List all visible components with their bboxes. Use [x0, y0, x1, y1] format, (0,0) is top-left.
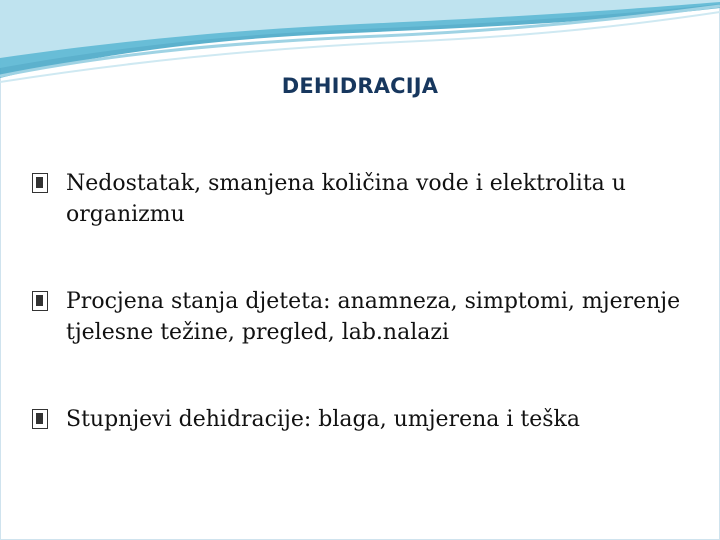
bullet-item — [32, 168, 692, 230]
bullet-text: Procjena stanja djeteta: anamneza, simptomi, mjerenje tjelesne težine, pregled, lab.nalazi — [66, 289, 681, 345]
bullet-list — [32, 168, 692, 435]
bullet-text: Stupnjevi dehidracije: blaga, umjerena i teška — [66, 407, 580, 432]
bullet-item — [32, 286, 692, 348]
bullet-item — [32, 404, 692, 435]
slide-title: DEHIDRACIJA — [281, 74, 439, 98]
missing-glyph-bullet-icon — [32, 409, 48, 429]
bullet-text: Nedostatak, smanjena količina vode i elektrolita u organizmu — [66, 171, 626, 227]
missing-glyph-bullet-icon — [32, 291, 48, 311]
missing-glyph-bullet-icon — [32, 173, 48, 193]
